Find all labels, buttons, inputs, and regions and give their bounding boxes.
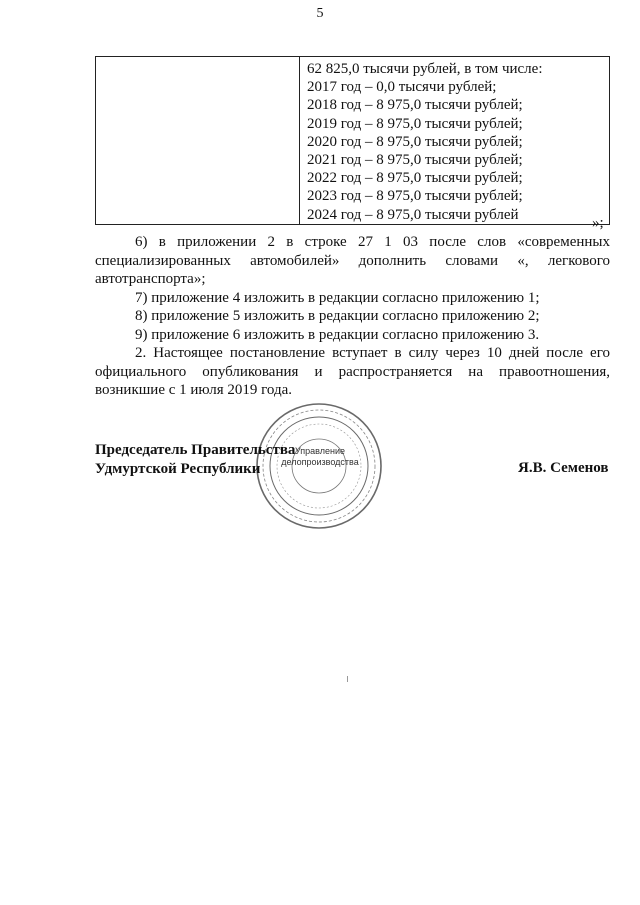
- financing-total-line: 62 825,0 тысячи рублей, в том числе:: [307, 61, 543, 77]
- stamp-label-line-1: Управление: [294, 446, 346, 456]
- financing-year-line: 2020 год – 8 975,0 тысячи рублей;: [307, 133, 523, 150]
- financing-table: [95, 56, 610, 225]
- effective-clause-line-1: 2. Настоящее постановление вступает в силу через 10 дней после его: [135, 345, 610, 361]
- page-number: 5: [316, 6, 324, 21]
- scan-speck: [347, 676, 348, 682]
- amendment-item-8: 8) приложение 5 изложить в редакции согласно приложению 2;: [135, 308, 540, 324]
- financing-table-label-cell: [96, 57, 300, 225]
- signatory-name: Я.В. Семенов: [518, 460, 609, 476]
- financing-year-line: 2021 год – 8 975,0 тысячи рублей;: [307, 152, 523, 169]
- amendment-item-6-line-1: 6) в приложении 2 в строке 27 1 03 после слов «современных: [135, 234, 610, 250]
- signatory-position: [95, 441, 295, 478]
- signatory-position-line-2: Удмуртской Республики: [95, 460, 261, 477]
- financing-year-line: 2018 год – 8 975,0 тысячи рублей;: [307, 97, 523, 114]
- stamp-label-line-2: делопроизводства: [281, 457, 359, 467]
- amendment-item-9: 9) приложение 6 изложить в редакции согласно приложению 3.: [135, 326, 540, 343]
- closing-quote: »;: [592, 215, 604, 231]
- amendment-item-7: 7) приложение 4 изложить в редакции согласно приложению 1;: [135, 289, 540, 306]
- signatory-position-line-1: Председатель Правительства: [95, 442, 296, 458]
- effective-clause-line-2: официального опубликования и распространяется на правоотношения,: [95, 363, 610, 380]
- financing-year-line: 2019 год – 8 975,0 тысячи рублей;: [307, 115, 523, 132]
- financing-year-line: 2024 год – 8 975,0 тысячи рублей: [307, 206, 519, 223]
- effective-clause-line-3: возникшие с 1 июля 2019 года.: [95, 382, 293, 398]
- financing-year-line: 2023 год – 8 975,0 тысячи рублей;: [307, 188, 523, 205]
- amendment-item-6-line-2: специализированных автомобилей» дополнить словами «, легкового: [95, 252, 610, 269]
- financing-table-value-cell: [300, 57, 610, 225]
- financing-year-line: 2017 год – 0,0 тысячи рублей;: [307, 79, 497, 96]
- amendment-item-6-line-3: автотранспорта»;: [95, 271, 206, 287]
- financing-year-line: 2022 год – 8 975,0 тысячи рублей;: [307, 170, 523, 187]
